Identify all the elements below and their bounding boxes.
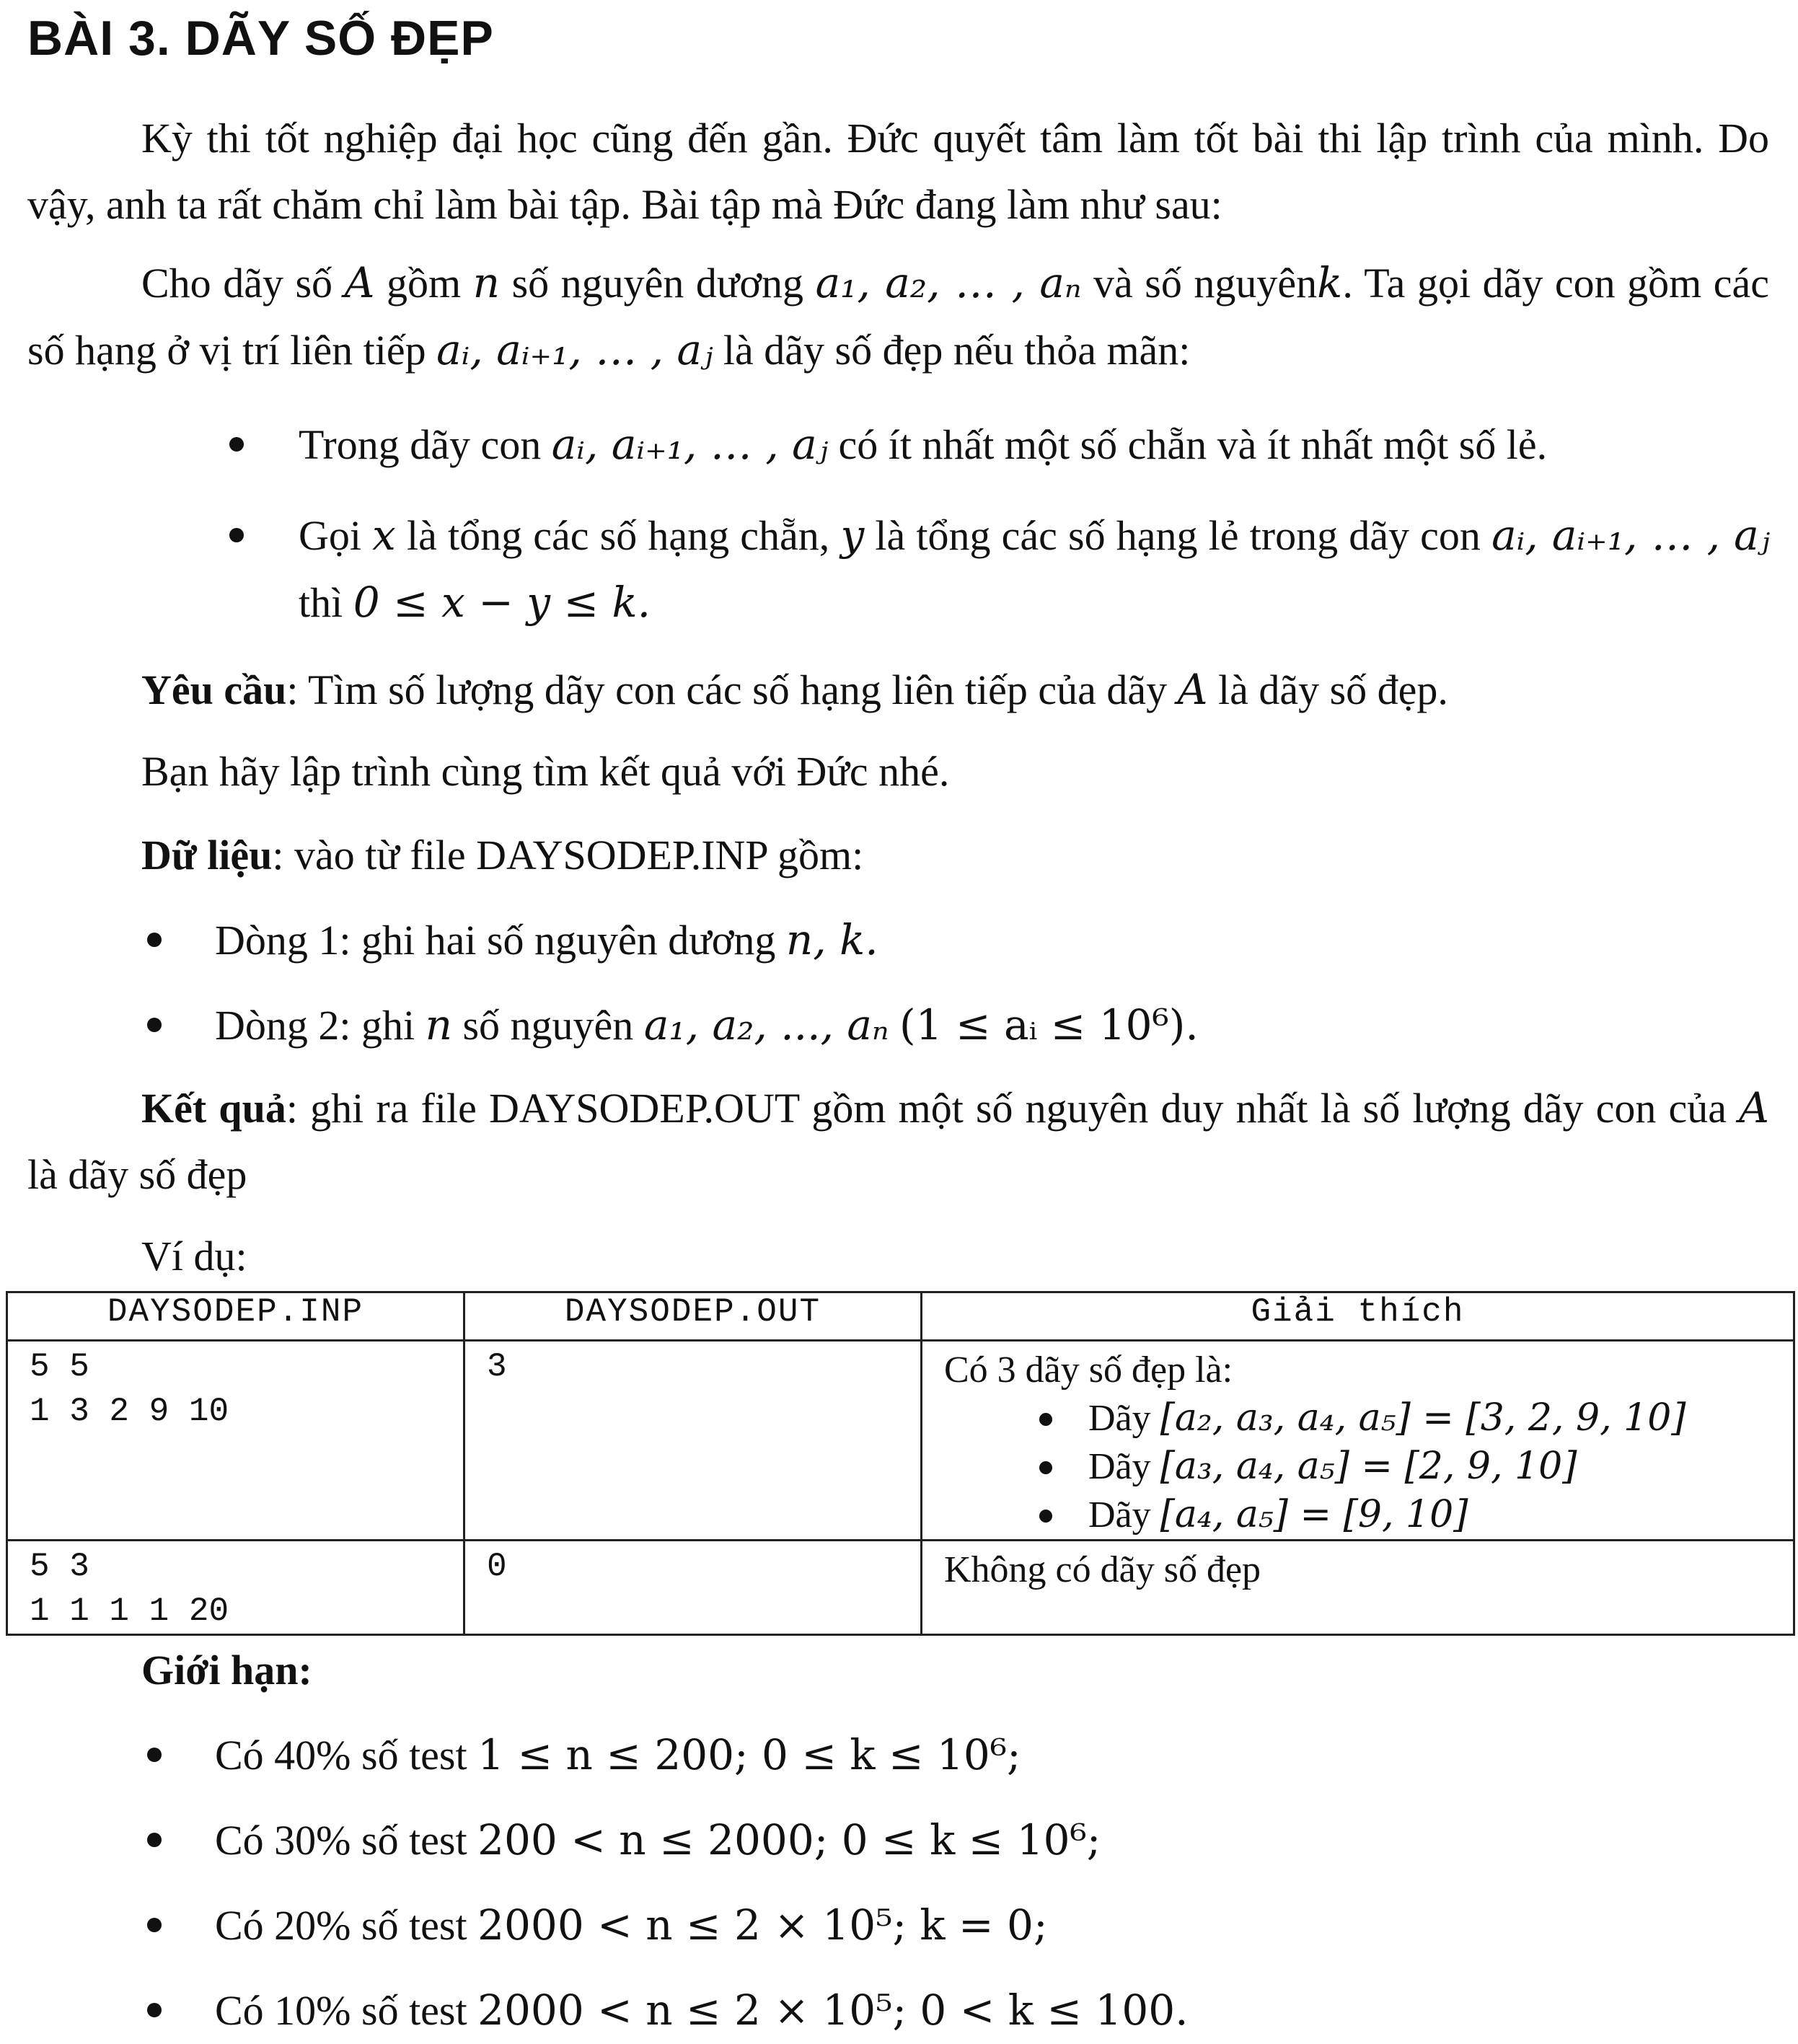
example-label: Ví dụ: xyxy=(141,1233,247,1279)
intro-paragraph: Kỳ thi tốt nghiệp đại học cũng đến gần. Đức quyết tâm làm tốt bài thi lập trình của mình. Do vậy, anh ta rất chăm chỉ làm bài tập. Bài tập mà Đức đang làm như sau: xyxy=(27,115,1769,228)
cell-output: 3 xyxy=(464,1341,922,1541)
limit-item: Có 20% số test 2000 < n ≤ 2 × 10⁵; k = 0; xyxy=(215,1900,1048,1950)
cell-explanation: Có 3 dãy số đẹp là: Dãy [a₂, a₃, a₄, a₅] = [3, 2, 9, 10] Dãy [a₃, a₄, a₅] = [2, 9, 10] Dãy [a₄, a₅] = [9, 10] xyxy=(922,1341,1794,1541)
table-row xyxy=(7,1341,1794,1541)
cell-explanation: Không có dãy số đẹp xyxy=(922,1541,1794,1635)
input-line-1: Dòng 1: ghi hai số nguyên dương n, k. xyxy=(215,915,878,964)
cell-output: 0 xyxy=(464,1541,922,1635)
bullet-icon xyxy=(147,1833,162,1847)
explanation-item: Dãy [a₂, a₃, a₄, a₅] = [3, 2, 9, 10] xyxy=(944,1394,1793,1442)
limit-item: Có 10% số test 2000 < n ≤ 2 × 10⁵; 0 < k ≤ 100. xyxy=(215,1986,1189,2035)
header-out: DAYSODEP.OUT xyxy=(464,1292,922,1341)
bullet-icon xyxy=(147,933,162,947)
problem-title: BÀI 3. DÃY SỐ ĐẸP xyxy=(27,11,494,66)
header-inp: DAYSODEP.INP xyxy=(7,1292,464,1341)
explanation-item: Dãy [a₃, a₄, a₅] = [2, 9, 10] xyxy=(944,1442,1793,1491)
requirement-line: Yêu cầu: Tìm số lượng dãy con các số hạng liên tiếp của dãy A là dãy số đẹp. xyxy=(141,665,1448,714)
bullet-icon xyxy=(147,1018,162,1032)
cell-input: 5 3 1 1 1 1 20 xyxy=(7,1541,464,1635)
limit-item: Có 40% số test 1 ≤ n ≤ 200; 0 ≤ k ≤ 10⁶; xyxy=(215,1730,1021,1779)
header-explain: Giải thích xyxy=(922,1292,1794,1341)
bullet-icon xyxy=(147,1918,162,1932)
cell-input: 5 5 1 3 2 9 10 xyxy=(7,1341,464,1541)
condition-1: Trong dãy con aᵢ, aᵢ₊₁, … , aⱼ có ít nhất một số chẵn và ít nhất một số lẻ. xyxy=(299,420,1548,469)
invite-line: Bạn hãy lập trình cùng tìm kết quả với Đức nhé. xyxy=(141,748,950,795)
problem-paragraph: Cho dãy số A gồm n số nguyên dương a₁, a₂, … , aₙ và số nguyênk. Ta gọi dãy con gồm các số hạng ở vị trí liên tiếp aᵢ, aᵢ₊₁, … , aⱼ là dãy số đẹp nếu thỏa mãn: xyxy=(27,258,1770,374)
explanation-item: Dãy [a₄, a₅] = [9, 10] xyxy=(944,1491,1793,1539)
limit-item: Có 30% số test 200 < n ≤ 2000; 0 ≤ k ≤ 10⁶; xyxy=(215,1815,1101,1864)
bullet-icon xyxy=(1039,1461,1052,1474)
bullet-icon xyxy=(1039,1413,1052,1426)
output-paragraph: Kết quả: ghi ra file DAYSODEP.OUT gồm một số nguyên duy nhất là số lượng dãy con của A là dãy số đẹp xyxy=(27,1083,1770,1198)
example-table xyxy=(6,1291,1795,1636)
table-row xyxy=(7,1541,1794,1635)
bullet-icon xyxy=(1039,1510,1052,1523)
bullet-icon xyxy=(147,1748,162,1762)
input-heading: Dữ liệu: vào từ file DAYSODEP.INP gồm: xyxy=(141,832,864,878)
limits-heading: Giới hạn: xyxy=(141,1647,312,1693)
table-header-row xyxy=(7,1292,1794,1341)
bullet-icon xyxy=(147,2003,162,2017)
condition-2: Gọi x là tổng các số hạng chẵn, y là tổng các số hạng lẻ trong dãy con aᵢ, aᵢ₊₁, … , aⱼ thì 0 ≤ x − y ≤ k. xyxy=(299,511,1770,627)
input-line-2: Dòng 2: ghi n số nguyên a₁, a₂, ..., aₙ (1 ≤ aᵢ ≤ 10⁶). xyxy=(215,1000,1199,1049)
bullet-icon xyxy=(229,437,244,451)
bullet-icon xyxy=(229,528,244,542)
